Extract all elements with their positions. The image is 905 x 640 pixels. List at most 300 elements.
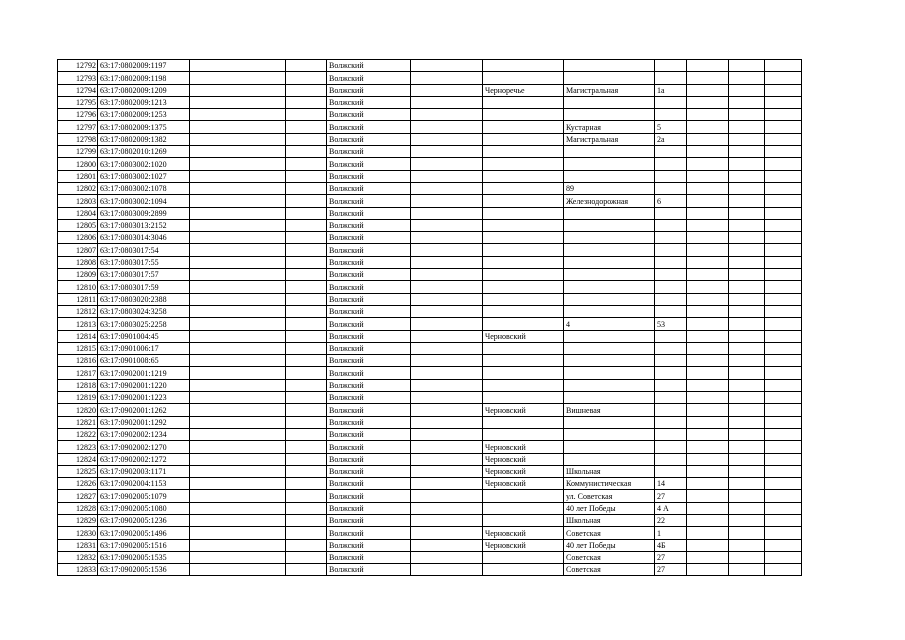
cell-locality xyxy=(483,121,564,133)
cell-locality xyxy=(483,355,564,367)
cell-district: Волжский xyxy=(327,133,411,145)
cell-empty xyxy=(687,121,729,133)
cell-empty xyxy=(765,133,802,145)
cell-row-number: 12795 xyxy=(58,96,98,108)
cell-empty xyxy=(286,490,327,502)
cell-empty xyxy=(729,392,765,404)
cell-empty xyxy=(729,564,765,576)
cell-empty xyxy=(687,539,729,551)
cell-row-number: 12798 xyxy=(58,133,98,145)
cell-empty xyxy=(729,146,765,158)
cell-street xyxy=(564,416,655,428)
cell-empty xyxy=(190,60,286,72)
table-row xyxy=(58,342,802,354)
cell-empty xyxy=(286,539,327,551)
cell-empty xyxy=(411,416,483,428)
cell-empty xyxy=(729,428,765,440)
table-row xyxy=(58,441,802,453)
cell-empty xyxy=(765,330,802,342)
cell-row-number: 12810 xyxy=(58,281,98,293)
cell-empty xyxy=(729,539,765,551)
cell-empty xyxy=(286,355,327,367)
cell-empty xyxy=(190,133,286,145)
cell-empty xyxy=(286,318,327,330)
cell-empty xyxy=(286,133,327,145)
cell-house: 1а xyxy=(655,84,687,96)
cell-row-number: 12831 xyxy=(58,539,98,551)
table-row xyxy=(58,330,802,342)
cell-empty xyxy=(765,72,802,84)
cell-empty xyxy=(729,121,765,133)
cell-empty xyxy=(687,96,729,108)
cell-empty xyxy=(729,490,765,502)
cell-empty xyxy=(190,392,286,404)
cell-district: Волжский xyxy=(327,342,411,354)
cell-empty xyxy=(687,453,729,465)
cell-empty xyxy=(411,564,483,576)
cell-empty xyxy=(687,232,729,244)
cell-empty xyxy=(411,428,483,440)
cell-locality xyxy=(483,72,564,84)
cell-district: Волжский xyxy=(327,72,411,84)
table-row xyxy=(58,281,802,293)
cell-empty xyxy=(286,182,327,194)
cell-district: Волжский xyxy=(327,256,411,268)
cell-cadastral-number: 63:17:0802009:1382 xyxy=(98,133,190,145)
cell-cadastral-number: 63:17:0802009:1213 xyxy=(98,96,190,108)
cell-empty xyxy=(729,478,765,490)
cell-empty xyxy=(411,453,483,465)
cell-empty xyxy=(286,109,327,121)
cell-empty xyxy=(411,281,483,293)
cell-empty xyxy=(190,367,286,379)
cell-cadastral-number: 63:17:0902002:1234 xyxy=(98,428,190,440)
table-row xyxy=(58,256,802,268)
cell-empty xyxy=(729,465,765,477)
cell-cadastral-number: 63:17:0803020:2388 xyxy=(98,293,190,305)
cell-street xyxy=(564,109,655,121)
cell-street: 89 xyxy=(564,182,655,194)
cell-empty xyxy=(190,564,286,576)
table-row xyxy=(58,514,802,526)
table-row xyxy=(58,146,802,158)
cell-row-number: 12808 xyxy=(58,256,98,268)
cell-empty xyxy=(687,564,729,576)
cell-empty xyxy=(286,256,327,268)
cell-street xyxy=(564,392,655,404)
cell-empty xyxy=(729,416,765,428)
cell-empty xyxy=(286,170,327,182)
cell-empty xyxy=(729,72,765,84)
cell-empty xyxy=(729,514,765,526)
cell-empty xyxy=(687,219,729,231)
cell-empty xyxy=(190,256,286,268)
cell-house xyxy=(655,158,687,170)
cell-empty xyxy=(286,478,327,490)
cell-house xyxy=(655,342,687,354)
table-row xyxy=(58,219,802,231)
table-row xyxy=(58,96,802,108)
cell-cadastral-number: 63:17:0901004:45 xyxy=(98,330,190,342)
cell-empty xyxy=(190,478,286,490)
cell-empty xyxy=(687,465,729,477)
cell-row-number: 12803 xyxy=(58,195,98,207)
cell-empty xyxy=(765,392,802,404)
cell-empty xyxy=(286,146,327,158)
cell-row-number: 12811 xyxy=(58,293,98,305)
cell-empty xyxy=(190,146,286,158)
cell-street: 40 лет Победы xyxy=(564,502,655,514)
cell-empty xyxy=(286,404,327,416)
cell-empty xyxy=(765,182,802,194)
cell-house xyxy=(655,207,687,219)
cell-cadastral-number: 63:17:0803017:59 xyxy=(98,281,190,293)
cell-locality xyxy=(483,502,564,514)
cell-cadastral-number: 63:17:0803017:55 xyxy=(98,256,190,268)
cell-empty xyxy=(286,379,327,391)
cell-cadastral-number: 63:17:0902001:1262 xyxy=(98,404,190,416)
cell-district: Волжский xyxy=(327,453,411,465)
cell-empty xyxy=(190,158,286,170)
cell-house xyxy=(655,453,687,465)
cell-empty xyxy=(687,392,729,404)
cell-empty xyxy=(286,305,327,317)
cell-empty xyxy=(687,404,729,416)
cell-locality xyxy=(483,207,564,219)
cell-cadastral-number: 63:17:0803013:2152 xyxy=(98,219,190,231)
cell-empty xyxy=(411,539,483,551)
cell-empty xyxy=(687,551,729,563)
cell-empty xyxy=(411,96,483,108)
cell-row-number: 12821 xyxy=(58,416,98,428)
cell-house xyxy=(655,465,687,477)
table-row xyxy=(58,133,802,145)
cell-row-number: 12802 xyxy=(58,182,98,194)
table-row xyxy=(58,428,802,440)
cell-locality xyxy=(483,170,564,182)
cell-row-number: 12799 xyxy=(58,146,98,158)
cell-street xyxy=(564,305,655,317)
cadastral-table xyxy=(57,59,802,576)
cell-row-number: 12815 xyxy=(58,342,98,354)
cell-empty xyxy=(729,453,765,465)
cell-empty xyxy=(765,109,802,121)
cell-house xyxy=(655,72,687,84)
cell-empty xyxy=(687,478,729,490)
cell-empty xyxy=(765,527,802,539)
cell-house xyxy=(655,404,687,416)
table-row xyxy=(58,564,802,576)
cell-empty xyxy=(729,109,765,121)
cell-empty xyxy=(411,342,483,354)
cell-street: Магистральная xyxy=(564,84,655,96)
cell-street xyxy=(564,146,655,158)
cell-street xyxy=(564,453,655,465)
cell-row-number: 12793 xyxy=(58,72,98,84)
cell-empty xyxy=(729,182,765,194)
cell-district: Волжский xyxy=(327,219,411,231)
cell-empty xyxy=(411,305,483,317)
cell-house: 27 xyxy=(655,490,687,502)
cell-row-number: 12792 xyxy=(58,60,98,72)
table-row xyxy=(58,502,802,514)
cell-cadastral-number: 63:17:0802009:1209 xyxy=(98,84,190,96)
cell-empty xyxy=(286,441,327,453)
cell-empty xyxy=(411,60,483,72)
cell-empty xyxy=(190,195,286,207)
cell-empty xyxy=(411,84,483,96)
cell-empty xyxy=(765,256,802,268)
cell-empty xyxy=(411,379,483,391)
cell-row-number: 12794 xyxy=(58,84,98,96)
cell-street xyxy=(564,441,655,453)
cell-empty xyxy=(190,502,286,514)
cell-empty xyxy=(411,72,483,84)
cell-cadastral-number: 63:17:0901006:17 xyxy=(98,342,190,354)
cell-row-number: 12829 xyxy=(58,514,98,526)
cell-district: Волжский xyxy=(327,404,411,416)
cell-empty xyxy=(729,232,765,244)
cell-empty xyxy=(411,182,483,194)
cell-row-number: 12804 xyxy=(58,207,98,219)
cell-house: 1 xyxy=(655,527,687,539)
cell-empty xyxy=(687,514,729,526)
cell-empty xyxy=(190,539,286,551)
cell-empty xyxy=(765,453,802,465)
cell-empty xyxy=(411,244,483,256)
cell-house xyxy=(655,96,687,108)
cell-empty xyxy=(765,490,802,502)
cell-empty xyxy=(765,244,802,256)
cell-district: Волжский xyxy=(327,428,411,440)
cell-empty xyxy=(765,441,802,453)
cell-street: Вишневая xyxy=(564,404,655,416)
cell-empty xyxy=(411,330,483,342)
cell-house: 53 xyxy=(655,318,687,330)
cell-empty xyxy=(687,269,729,281)
cell-empty xyxy=(286,551,327,563)
cell-district: Волжский xyxy=(327,146,411,158)
cell-row-number: 12812 xyxy=(58,305,98,317)
cell-empty xyxy=(411,367,483,379)
cell-empty xyxy=(729,96,765,108)
cell-empty xyxy=(286,244,327,256)
cell-empty xyxy=(411,121,483,133)
cell-empty xyxy=(765,342,802,354)
cell-empty xyxy=(687,146,729,158)
cell-row-number: 12814 xyxy=(58,330,98,342)
cell-empty xyxy=(190,72,286,84)
cell-locality xyxy=(483,146,564,158)
cell-empty xyxy=(190,207,286,219)
cell-street xyxy=(564,60,655,72)
cell-locality xyxy=(483,109,564,121)
cell-empty xyxy=(286,514,327,526)
cell-empty xyxy=(729,342,765,354)
cell-row-number: 12826 xyxy=(58,478,98,490)
cell-cadastral-number: 63:17:0803002:1020 xyxy=(98,158,190,170)
cell-locality xyxy=(483,514,564,526)
cell-empty xyxy=(765,428,802,440)
cell-empty xyxy=(286,527,327,539)
cell-locality xyxy=(483,195,564,207)
cell-cadastral-number: 63:17:0803014:3046 xyxy=(98,232,190,244)
cell-empty xyxy=(687,428,729,440)
cell-empty xyxy=(411,404,483,416)
cell-locality xyxy=(483,367,564,379)
cell-district: Волжский xyxy=(327,539,411,551)
cell-locality xyxy=(483,342,564,354)
cell-empty xyxy=(286,330,327,342)
cell-house xyxy=(655,330,687,342)
cell-cadastral-number: 63:17:0902003:1171 xyxy=(98,465,190,477)
cell-district: Волжский xyxy=(327,441,411,453)
table-row xyxy=(58,244,802,256)
cell-empty xyxy=(765,551,802,563)
cell-empty xyxy=(286,72,327,84)
cell-district: Волжский xyxy=(327,121,411,133)
cell-district: Волжский xyxy=(327,305,411,317)
cell-empty xyxy=(765,84,802,96)
cell-locality xyxy=(483,133,564,145)
table-row xyxy=(58,195,802,207)
cell-empty xyxy=(765,404,802,416)
cell-district: Волжский xyxy=(327,182,411,194)
cell-locality xyxy=(483,416,564,428)
cell-empty xyxy=(190,490,286,502)
cell-locality xyxy=(483,256,564,268)
cell-house xyxy=(655,146,687,158)
cell-street: Магистральная xyxy=(564,133,655,145)
cell-empty xyxy=(765,502,802,514)
table-row xyxy=(58,158,802,170)
cell-house xyxy=(655,416,687,428)
cell-district: Волжский xyxy=(327,84,411,96)
table-row xyxy=(58,293,802,305)
table-row xyxy=(58,84,802,96)
cell-empty xyxy=(190,318,286,330)
cell-empty xyxy=(286,564,327,576)
cell-cadastral-number: 63:17:0902005:1079 xyxy=(98,490,190,502)
cell-district: Волжский xyxy=(327,416,411,428)
cell-street xyxy=(564,158,655,170)
cell-empty xyxy=(729,269,765,281)
cell-empty xyxy=(729,256,765,268)
cell-row-number: 12805 xyxy=(58,219,98,231)
cell-house xyxy=(655,219,687,231)
cell-street: Школьная xyxy=(564,514,655,526)
cell-street: ул. Советская xyxy=(564,490,655,502)
cell-empty xyxy=(729,441,765,453)
cell-locality xyxy=(483,293,564,305)
table-row xyxy=(58,170,802,182)
cell-house: 27 xyxy=(655,551,687,563)
cell-row-number: 12830 xyxy=(58,527,98,539)
cell-locality: Черновский xyxy=(483,330,564,342)
table-row xyxy=(58,355,802,367)
cell-empty xyxy=(765,416,802,428)
cell-locality: Черновский xyxy=(483,404,564,416)
cell-empty xyxy=(765,170,802,182)
cell-empty xyxy=(687,318,729,330)
cell-empty xyxy=(687,441,729,453)
cell-empty xyxy=(765,514,802,526)
cell-empty xyxy=(687,84,729,96)
cell-empty xyxy=(190,453,286,465)
cell-house: 4 А xyxy=(655,502,687,514)
cell-row-number: 12796 xyxy=(58,109,98,121)
table-row xyxy=(58,182,802,194)
cell-empty xyxy=(286,392,327,404)
cell-empty xyxy=(729,244,765,256)
cell-cadastral-number: 63:17:0803017:54 xyxy=(98,244,190,256)
cell-empty xyxy=(411,514,483,526)
cell-district: Волжский xyxy=(327,232,411,244)
cell-empty xyxy=(687,195,729,207)
cell-district: Волжский xyxy=(327,330,411,342)
cell-empty xyxy=(411,527,483,539)
cell-empty xyxy=(190,428,286,440)
cell-empty xyxy=(687,207,729,219)
cell-locality xyxy=(483,564,564,576)
cell-cadastral-number: 63:17:0902001:1223 xyxy=(98,392,190,404)
cell-cadastral-number: 63:17:0802009:1253 xyxy=(98,109,190,121)
table-row xyxy=(58,490,802,502)
cell-empty xyxy=(286,207,327,219)
cell-locality: Черновский xyxy=(483,453,564,465)
cell-empty xyxy=(765,564,802,576)
cell-empty xyxy=(765,318,802,330)
table-body xyxy=(58,60,802,576)
cell-empty xyxy=(687,379,729,391)
cell-street: 40 лет Победы xyxy=(564,539,655,551)
cell-locality: Черновский xyxy=(483,539,564,551)
table-row xyxy=(58,207,802,219)
cell-empty xyxy=(687,244,729,256)
cell-row-number: 12820 xyxy=(58,404,98,416)
cell-empty xyxy=(687,170,729,182)
cell-district: Волжский xyxy=(327,109,411,121)
cell-empty xyxy=(687,527,729,539)
cell-empty xyxy=(190,355,286,367)
cell-row-number: 12825 xyxy=(58,465,98,477)
cell-cadastral-number: 63:17:0902001:1292 xyxy=(98,416,190,428)
cell-empty xyxy=(411,478,483,490)
cell-empty xyxy=(765,207,802,219)
cell-cadastral-number: 63:17:0802009:1375 xyxy=(98,121,190,133)
cell-empty xyxy=(286,219,327,231)
cell-house: 6 xyxy=(655,195,687,207)
cell-street xyxy=(564,170,655,182)
cell-empty xyxy=(765,60,802,72)
cell-cadastral-number: 63:17:0901008:65 xyxy=(98,355,190,367)
cell-street xyxy=(564,72,655,84)
cell-empty xyxy=(687,293,729,305)
cell-district: Волжский xyxy=(327,281,411,293)
cell-empty xyxy=(729,195,765,207)
cell-district: Волжский xyxy=(327,514,411,526)
cell-empty xyxy=(765,379,802,391)
cell-row-number: 12797 xyxy=(58,121,98,133)
cell-row-number: 12833 xyxy=(58,564,98,576)
cell-street: Коммунистическая xyxy=(564,478,655,490)
cell-empty xyxy=(687,342,729,354)
cell-street: 4 xyxy=(564,318,655,330)
cell-empty xyxy=(286,502,327,514)
cell-cadastral-number: 63:17:0902005:1536 xyxy=(98,564,190,576)
cell-cadastral-number: 63:17:0902005:1080 xyxy=(98,502,190,514)
cell-empty xyxy=(190,514,286,526)
